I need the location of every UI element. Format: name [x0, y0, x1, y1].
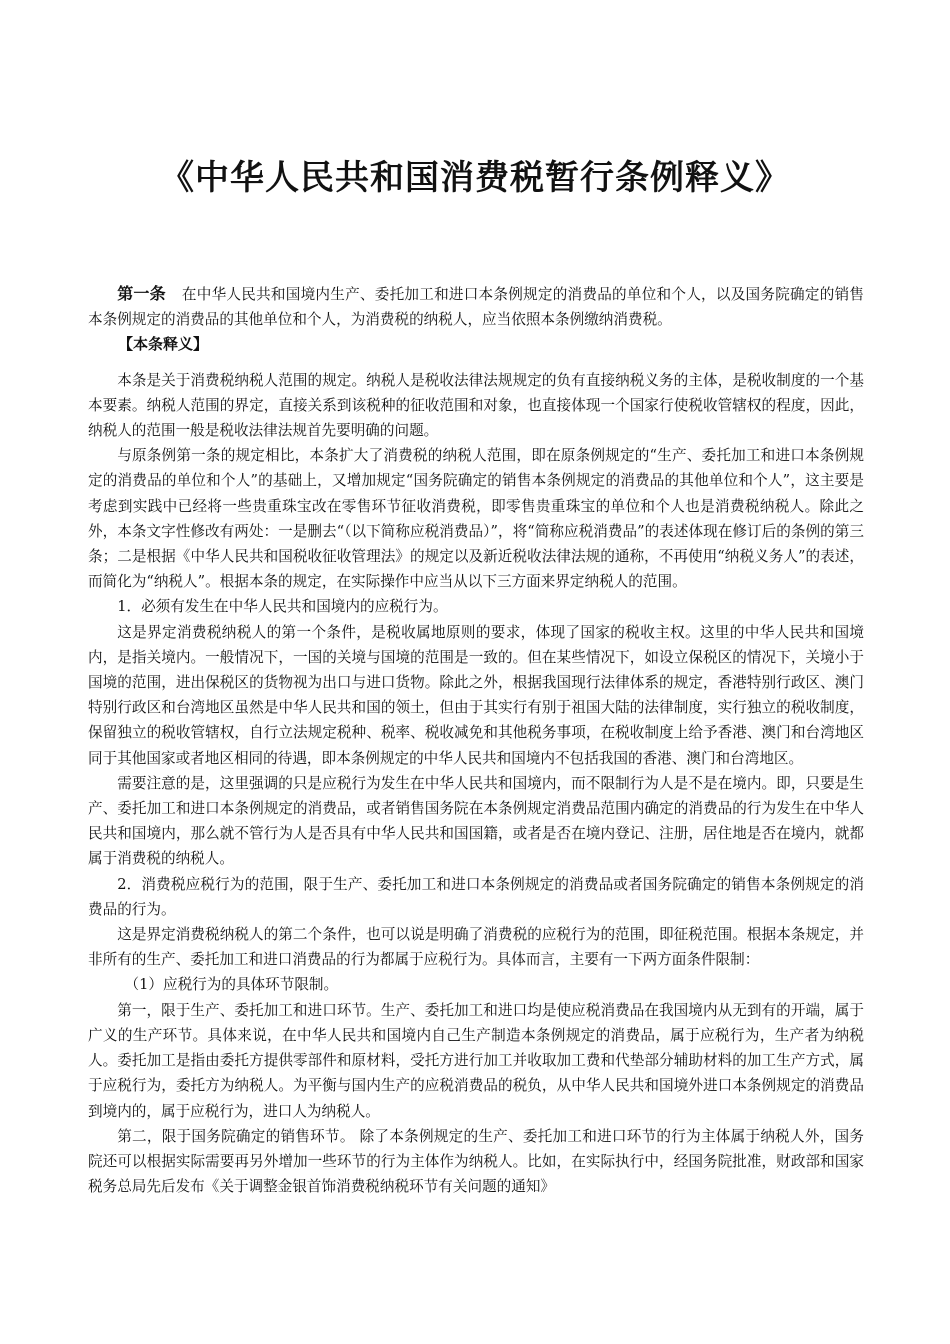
- body-paragraph: 第二，限于国务院确定的销售环节。 除了本条例规定的生产、委托加工和进口环节的行为主体属于纳税人外，国务院还可以根据实际需要再另外增加一些环节的行为主体作为纳税人。比如，在实际执行中，经国务院批准，财政部和国家税务总局先后发布《关于调整金银首饰消费税纳税环节有关问题的通知》: [88, 1127, 864, 1196]
- article-text: 在中华人民共和国境内生产、委托加工和进口本条例规定的消费品的单位和个人，以及国务院确定的销售本条例规定的消费品的其他单位和个人，为消费税的纳税人，应当依照本条例缴纳消费税。: [88, 286, 864, 329]
- article-paragraph: [88, 281, 864, 332]
- sub-list-item: （1）应税行为的具体环节限制。: [124, 976, 339, 994]
- body-paragraph: 与原条例第一条的规定相比，本条扩大了消费税的纳税人范围，即在原条例规定的“生产、委托加工和进口本条例规定的消费品的单位和个人”的基础上，又增加规定“国务院确定的销售本条例规定的消费品的其他单位和个人”，这主要是考虑到实践中已经将一些贵重珠宝改在零售环节征收消费税，即零售贵重珠宝的单位和个人也是消费税纳税人。除此之外，本条文字性修改有两处：一是删去“（以下简称应税消费品）”，将“简称应税消费品”的表述体现在修订后的条例的第三条；二是根据《中华人民共和国税收征收管理法》的规定以及新近税收法律法规的通称，不再使用“纳税义务人”的表述，而简化为“纳税人”。根据本条的规定，在实际操作中应当从以下三方面来界定纳税人的范围。: [88, 447, 864, 591]
- document-body: [88, 281, 864, 1199]
- body-paragraph: 需要注意的是，这里强调的只是应税行为发生在中华人民共和国境内，而不限制行为人是不是在境内。即，只要是生产、委托加工和进口本条例规定的消费品，或者销售国务院在本条例规定消费品范围内确定的消费品的行为发生在中华人民共和国境内，那么就不管行为人是否具有中华人民共和国国籍，或者是否在境内登记、注册，居住地是否在境内，就都属于消费税的纳税人。: [88, 774, 864, 868]
- article-label: 第一条: [117, 284, 166, 303]
- list-item: 2．消费税应税行为的范围，限于生产、委托加工和进口本条例规定的消费品或者国务院确定的销售本条例规定的消费品的行为。: [88, 875, 864, 918]
- section-heading: 【本条释义】: [118, 335, 209, 354]
- body-paragraph: 第一，限于生产、委托加工和进口环节。生产、委托加工和进口均是使应税消费品在我国境内从无到有的开端，属于广义的生产环节。具体来说，在中华人民共和国境内自己生产制造本条例规定的消费品，属于应税行为，生产者为纳税人。委托加工是指由委托方提供零部件和原材料，受托方进行加工并收取加工费和代垫部分辅助材料的加工生产方式，属于应税行为，委托方为纳税人。为平衡与国内生产的应税消费品的税负，从中华人民共和国境外进口本条例规定的消费品到境内的，属于应税行为，进口人为纳税人。: [88, 1001, 864, 1120]
- body-paragraph: 本条是关于消费税纳税人范围的规定。纳税人是税收法律法规规定的负有直接纳税义务的主体，是税收制度的一个基本要素。纳税人范围的界定，直接关系到该税种的征收范围和对象，也直接体现一个国家行使税收管辖权的程度，因此，纳税人的范围一般是税收法律法规首先要明确的问题。: [88, 371, 864, 440]
- document-title: 《中华人民共和国消费税暂行条例释义》: [160, 158, 790, 198]
- body-paragraph: 这是界定消费税纳税人的第二个条件，也可以说是明确了消费税的应税行为的范围，即征税范围。根据本条规定，并非所有的生产、委托加工和进口消费品的行为都属于应税行为。具体而言，主要有一下两方面条件限制：: [88, 926, 864, 969]
- body-paragraph: 这是界定消费税纳税人的第一个条件，是税收属地原则的要求，体现了国家的税收主权。这里的中华人民共和国境内，是指关境内。一般情况下，一国的关境与国境的范围是一致的。但在某些情况下，如设立保税区的情况下，关境小于国境的范围，进出保税区的货物视为出口与进口货物。除此之外，根据我国现行法律体系的规定，香港特别行政区、澳门特别行政区和台湾地区虽然是中华人民共和国的领土，但由于其实行有别于祖国大陆的法律制度，实行独立的税收制度，保留独立的税收管辖权，自行立法规定税种、税率、税收减免和其他税务事项，在税收制度上给予香港、澳门和台湾地区同于其他国家或者地区相同的待遇，即本条例规定的中华人民共和国境内不包括我国的香港、澳门和台湾地区。: [88, 623, 864, 767]
- list-item: 1．必须有发生在中华人民共和国境内的应税行为。: [117, 598, 448, 616]
